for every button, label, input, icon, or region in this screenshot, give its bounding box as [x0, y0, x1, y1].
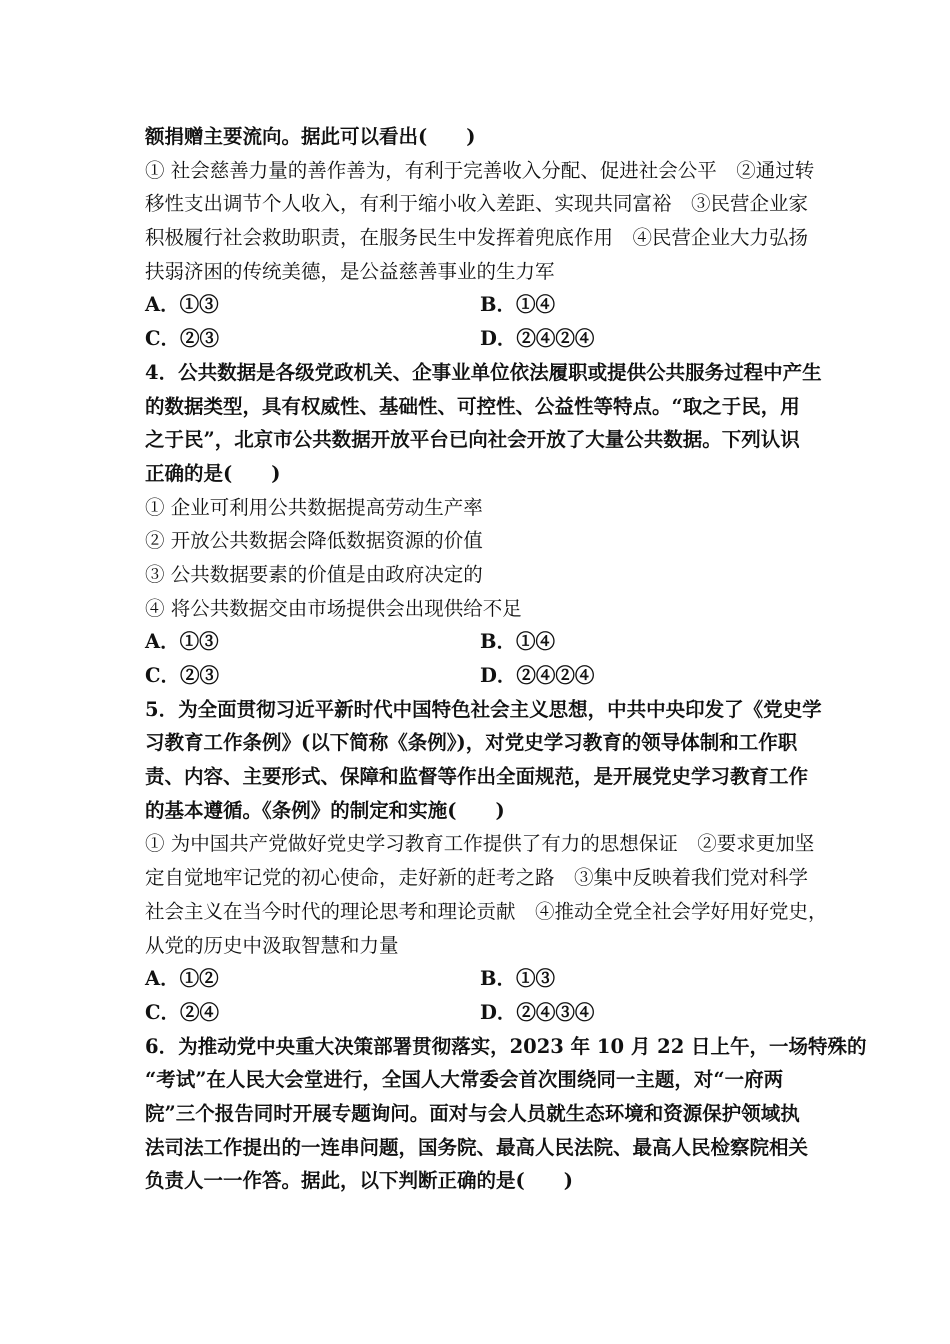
answer-option: C．②③ [145, 327, 220, 351]
statement-line: 社会主义在当今时代的理论思考和理论贡献 ④推动全党全社会学好用好党史， [145, 899, 828, 923]
question-stem-line: 正确的是( ) [145, 461, 281, 485]
answer-options-row [145, 322, 815, 356]
answer-option: D．②④②④ [480, 327, 595, 351]
answer-option: B．①④ [480, 293, 555, 317]
question-stem-line: “考试”在人民大会堂进行，全国人大常委会首次围绕同一主题，对“一府两 [145, 1068, 784, 1092]
question-stem-line: 责、内容、主要形式、保障和监督等作出全面规范，是开展党史学习教育工作 [145, 765, 809, 789]
question-stem-line: 5．为全面贯彻习近平新时代中国特色社会主义思想，中共中央印发了《党史学 [145, 697, 822, 721]
question-stem-line: 的数据类型，具有权威性、基础性、可控性、公益性等特点。“取之于民，用 [145, 394, 800, 418]
answer-options-row [145, 625, 815, 659]
answer-option: C．②④ [145, 1000, 220, 1024]
statement-line: ① 为中国共产党做好党史学习教育工作提供了有力的思想保证 ②要求更加坚 [145, 832, 815, 856]
answer-option: A．①③ [145, 630, 219, 654]
answer-option: C．②③ [145, 664, 220, 687]
answer-option: B．①③ [480, 967, 555, 991]
statement-line: 扶弱济困的传统美德，是公益慈善事业的生力军 [145, 259, 555, 283]
statement-line: 从党的历史中汲取智慧和力量 [145, 933, 399, 957]
question-stem-line: 额捐赠主要流向。据此可以看出( ) [145, 125, 476, 148]
answer-option: B．①④ [480, 630, 555, 654]
statement-line: ④ 将公共数据交由市场提供会出现供给不足 [145, 596, 522, 620]
statement-line: ② 开放公共数据会降低数据资源的价值 [145, 529, 483, 553]
question-stem-line: 习教育工作条例》(以下简称《条例》)，对党史学习教育的领导体制和工作职 [145, 731, 798, 755]
question-stem-line: 负责人一一作答。据此，以下判断正确的是( ) [145, 1169, 573, 1193]
statement-line: 定自觉地牢记党的初心使命，走好新的赶考之路 ③集中反映着我们党对科学 [145, 866, 809, 890]
answer-options-row [145, 659, 815, 693]
statement-line: 移性支出调节个人收入，有利于缩小收入差距、实现共同富裕 ③民营企业家 [145, 192, 809, 216]
question-stem-line: 法司法工作提出的一连串问题，国务院、最高人民法院、最高人民检察院相关 [145, 1135, 809, 1159]
answer-option: D．②④③④ [480, 1000, 595, 1024]
answer-options-row [145, 996, 815, 1030]
answer-options-row [145, 288, 815, 322]
answer-option: A．①② [145, 967, 219, 991]
question-stem-line: 院”三个报告同时开展专题询问。面对与会人员就生态环境和资源保护领域执 [145, 1101, 800, 1125]
statement-line: 积极履行社会救助职责，在服务民生中发挥着兜底作用 ④民营企业大力弘扬 [145, 226, 809, 250]
question-stem-line: 之于民”，北京市公共数据开放平台已向社会开放了大量公共数据。下列认识 [145, 428, 800, 452]
exam-page [145, 120, 867, 1198]
answer-option: D．②④②④ [480, 664, 595, 687]
statement-line: ① 社会慈善力量的善作善为，有利于完善收入分配、促进社会公平 ②通过转 [145, 158, 815, 182]
statement-line: ③ 公共数据要素的价值是由政府决定的 [145, 562, 483, 586]
question-stem-line: 的基本遵循。《条例》的制定和实施( ) [145, 798, 505, 822]
answer-option: A．①③ [145, 293, 219, 317]
question-stem-line: 4．公共数据是各级党政机关、企事业单位依法履职或提供公共服务过程中产生 [145, 360, 822, 384]
answer-options-row [145, 962, 815, 996]
statement-line: ① 企业可利用公共数据提高劳动生产率 [145, 495, 483, 519]
question-stem-line: 6．为推动党中央重大决策部署贯彻落实，2023 年 10 月 22 日上午，一场特殊的 [145, 1034, 867, 1058]
